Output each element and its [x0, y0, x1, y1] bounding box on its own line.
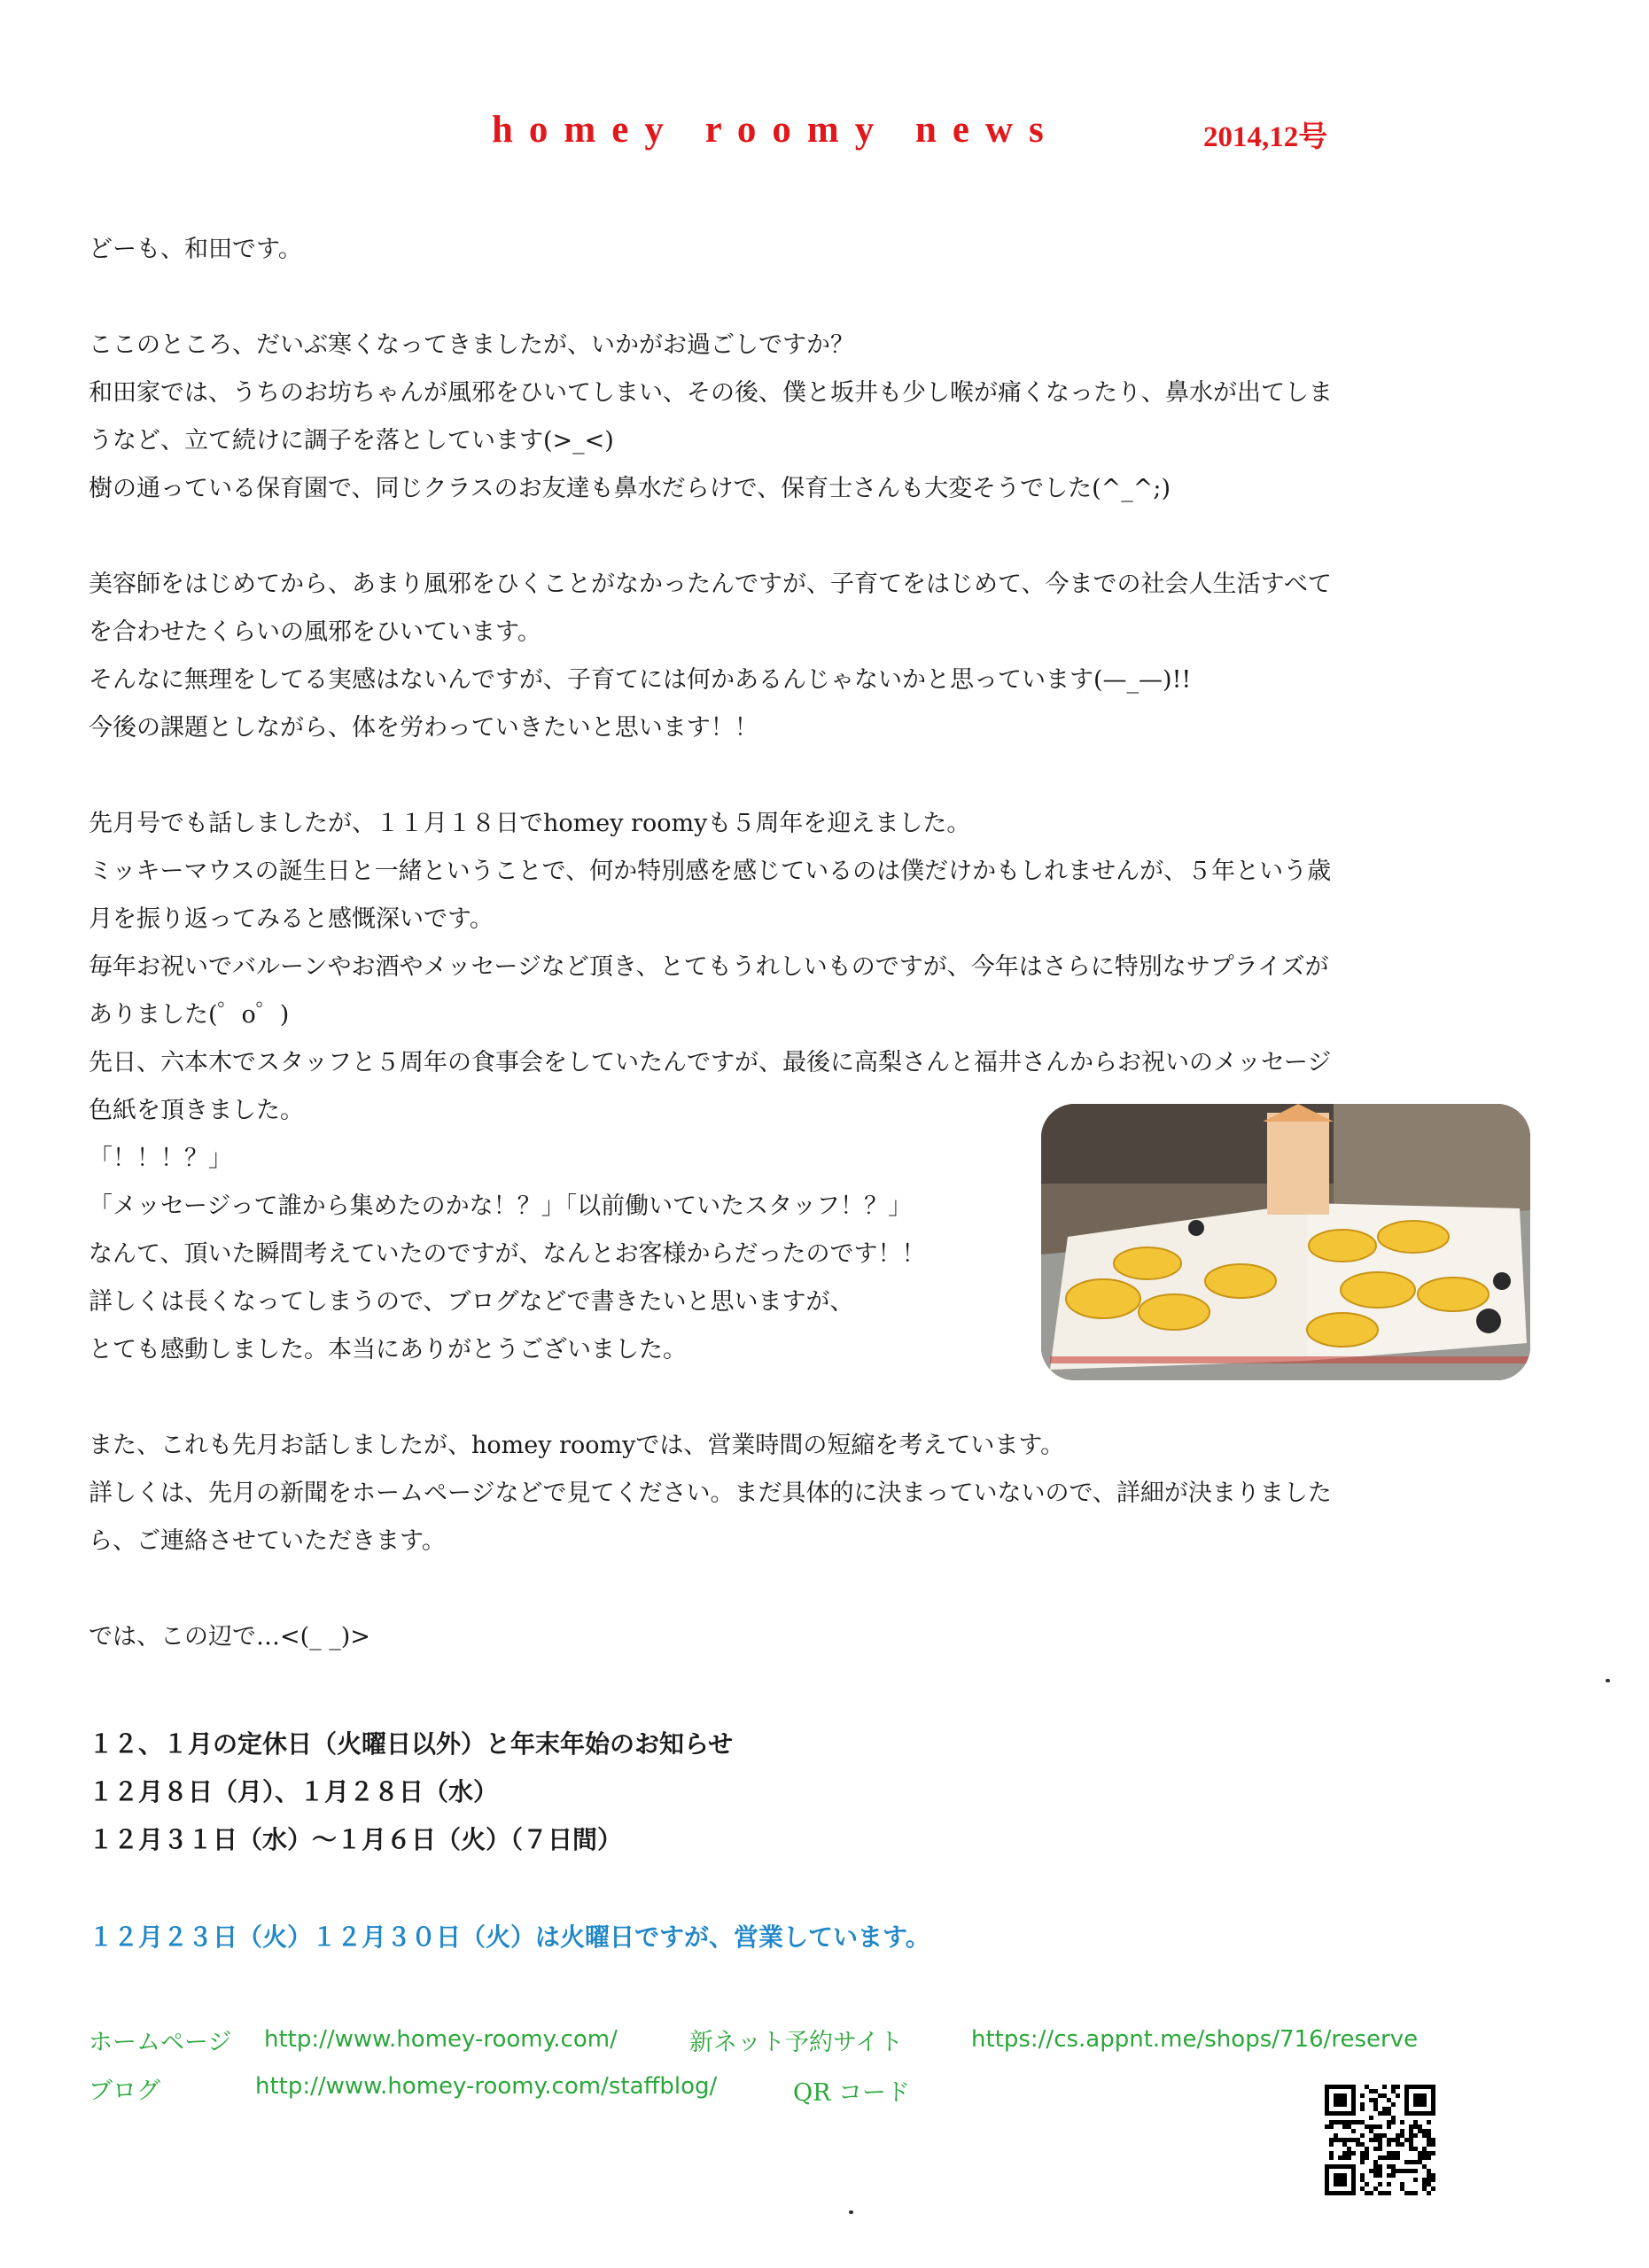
body-line: 美容師をはじめてから、あまり風邪をひくことがなかったんですが、子育てをはじめて、今までの社会人生活すべて	[89, 571, 1332, 598]
body-line: 樹の通っている保育園で、同じクラスのお友達も鼻水だらけで、保育士さんも大変そうでした(^_^;)	[89, 475, 1171, 502]
body-line	[89, 513, 1506, 561]
body-line: また、これも先月お話しましたが、homey roomyでは、営業時間の短縮を考えています。	[89, 1432, 1065, 1459]
body-line: 和田家では、うちのお坊ちゃんが風邪をひいてしまい、その後、僕と坂井も少し喉が痛くなったり、鼻水が出てしま	[89, 379, 1333, 407]
issue-number: 2014,12号	[1203, 121, 1328, 153]
newsletter-header	[0, 108, 1649, 161]
body-line	[89, 274, 1506, 322]
notice-heading: １２、１月の定休日（火曜日以外）と年末年始のお知らせ	[89, 1729, 734, 1759]
body-line: ら、ご連絡させていただきます。	[89, 1527, 446, 1555]
body-line: 月を振り返ってみると感慨深いです。	[89, 905, 494, 933]
body-line: 先日、六本木でスタッフと５周年の食事会をしていたんですが、最後に高梨さんと福井さんからお祝いのメッセージ	[89, 1049, 1332, 1076]
reserve-link[interactable]: https://cs.appnt.me/shops/716/reserve	[971, 2026, 1419, 2053]
body-line: ありました(゜o゜)	[89, 1001, 290, 1029]
body-line: なんて、頂いた瞬間考えていたのですが、なんとお客様からだったのです！！	[89, 1240, 926, 1268]
body-line: 先月号でも話しましたが、１１月１８日でhomey roomyも５周年を迎えました。	[89, 810, 971, 837]
body-line: 「！！！？」	[89, 1145, 232, 1172]
body-line: とても感動しました。本当にありがとうございました。	[89, 1336, 687, 1363]
body-line: 詳しくは、先月の新聞をホームページなどで見てください。まだ具体的に決まっていないので、詳細が決まりました	[89, 1480, 1332, 1507]
qr-code-icon[interactable]	[1325, 2085, 1435, 2195]
body-line: ここのところ、だいぶ寒くなってきましたが、いかがお過ごしですか？	[89, 331, 854, 359]
notice-line-1: １２月８日（月）、１月２８日（水）	[89, 1777, 499, 1806]
body-line: 「メッセージって誰から集めたのかな！？」「以前働いていたスタッフ！？」	[89, 1192, 913, 1220]
holiday-notice	[89, 1720, 733, 1864]
body-line: うなど、立て続けに調子を落としています(>_<)	[89, 427, 614, 454]
body-line: 色紙を頂きました。	[89, 1097, 304, 1124]
reserve-label: 新ネット予約サイト	[689, 2029, 904, 2056]
homepage-label: ホームページ	[89, 2029, 232, 2056]
message-card-photo	[1041, 1104, 1530, 1380]
body-line: どーも、和田です。	[89, 236, 302, 263]
speck-mark	[849, 2210, 853, 2214]
body-line: を合わせたくらいの風邪をひいています。	[89, 618, 541, 646]
notice-line-2: １２月３１日（水）～１月６日（火）（７日間）	[89, 1825, 623, 1854]
qr-label: QR コード	[793, 2079, 911, 2107]
body-line: では、この辺で…<(_ _)>	[89, 1623, 370, 1651]
body-line: そんなに無理をしてる実感はないんですが、子育てには何かあるんじゃないかと思っています(—_—)!!	[89, 666, 1192, 694]
body-line	[89, 752, 1506, 800]
body-line	[89, 1374, 1506, 1422]
body-line	[89, 1565, 1506, 1613]
homepage-link[interactable]: http://www.homey-roomy.com/	[264, 2026, 618, 2053]
article-body	[89, 226, 1506, 1661]
blog-link[interactable]: http://www.homey-roomy.com/staffblog/	[255, 2073, 718, 2100]
photo-illustration	[1041, 1104, 1530, 1380]
body-line: ミッキーマウスの誕生日と一緒ということで、何か特別感を感じているのは僕だけかもしれませんが、５年という歳	[89, 858, 1332, 885]
body-line: 毎年お祝いでバルーンやお酒やメッセージなど頂き、とてもうれしいものですが、今年はさらに特別なサプライズが	[89, 953, 1329, 981]
speck-mark	[1606, 1679, 1610, 1682]
body-line: 詳しくは長くなってしまうので、ブログなどで書きたいと思いますが、	[89, 1288, 854, 1316]
blog-label: ブログ	[89, 2078, 160, 2105]
newsletter-title: homey roomy news	[492, 109, 1060, 151]
body-line: 今後の課題としながら、体を労わっていきたいと思います！！	[89, 714, 758, 742]
open-notice: １２月２３日（火）１２月３０日（火）は火曜日ですが、営業しています。	[89, 1922, 930, 1952]
